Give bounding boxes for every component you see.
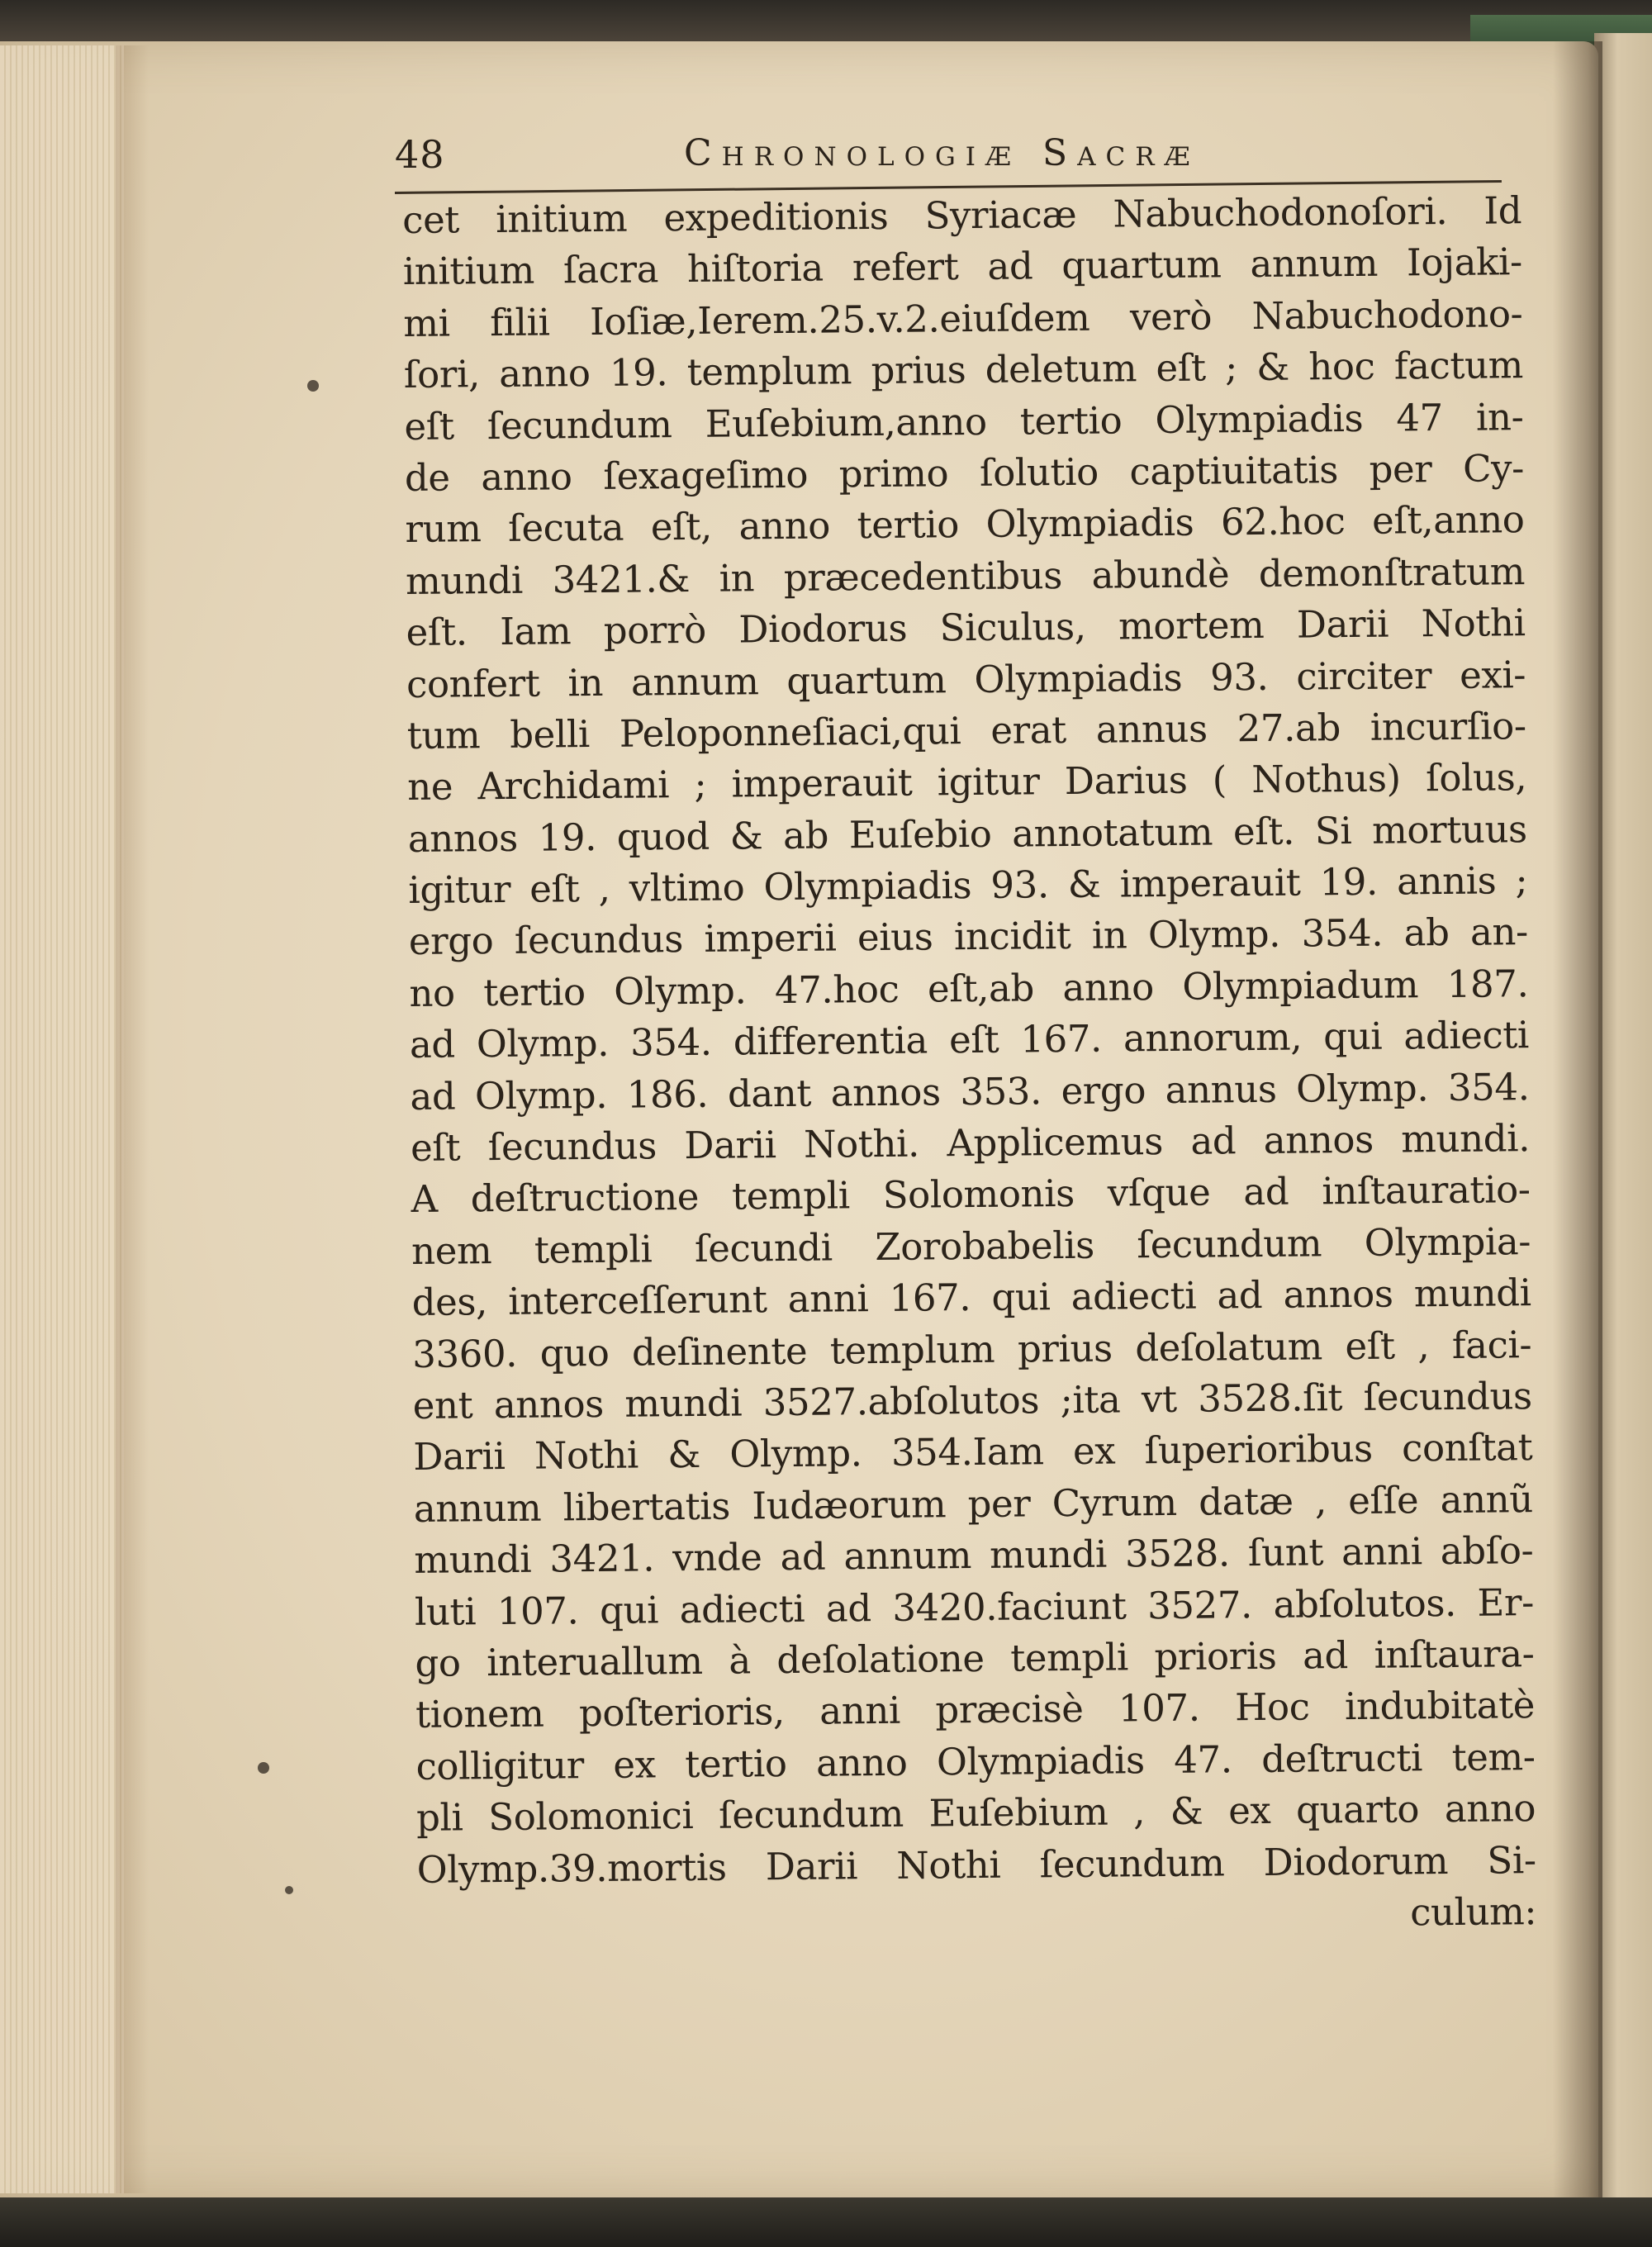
text-line: eſt ſecundus Darii Nothi. Applicemus ad annos mundi.: [410, 1116, 1531, 1170]
text-line-catchword: culum:: [1409, 1888, 1537, 1935]
book-cover-bottom: [0, 2197, 1652, 2247]
text-line: 3360. quo deſinente templum prius deſolatum eſt , faci-: [412, 1322, 1532, 1376]
text-line: nem templi ſecundi Zorobabelis ſecundum Olympia-: [411, 1219, 1531, 1273]
text-line: luti 107. qui adiecti ad 3420.faciunt 3527. abſolutos. Er-: [414, 1580, 1535, 1634]
text-line: eſt. Iam porrò Diodorus Siculus, mortem Darii Nothi: [406, 601, 1526, 655]
text-line: rum ſecuta eſt, anno tertio Olympiadis 62.hoc eſt,anno: [405, 497, 1525, 552]
text-line: mundi 3421. vnde ad annum mundi 3528. ſunt anni abſo-: [414, 1528, 1534, 1583]
text-line: colligitur ex tertio anno Olympiadis 47. deſtructi tem-: [415, 1734, 1536, 1789]
gutter-shadow: [1553, 41, 1602, 2197]
text-line: pli Solomonici ſecundum Euſebium , & ex quarto anno: [415, 1786, 1536, 1841]
text-line: eſt ſecundum Euſebium,anno tertio Olympiadis 47 in-: [404, 394, 1524, 449]
text-line: ent annos mundi 3527.abſolutos ;ita vt 3528.ſit ſecundus: [412, 1374, 1532, 1428]
margin-dot: [258, 1762, 269, 1774]
text-line: tum belli Peloponneſiaci,qui erat annus 27.ab incurſio-: [406, 704, 1526, 758]
page-edges-shadow: [116, 45, 149, 2193]
text-line: annos 19. quod & ab Euſebio annotatum eſt. Si mortuus: [407, 806, 1527, 861]
running-title: Chronologiæ Sacræ: [684, 132, 1200, 174]
text-line: Olymp.39.mortis Darii Nothi ſecundum Diodorum Si-: [416, 1837, 1536, 1892]
text-line: ergo ſecundus imperii eius incidit in Olymp. 354. ab an-: [408, 910, 1529, 964]
facing-page-edge: [1594, 33, 1652, 2197]
text-line: ne Archidami ; imperauit igitur Darius ( Nothus) ſolus,: [407, 755, 1527, 810]
margin-dot: [307, 380, 319, 392]
text-line: ad Olymp. 186. dant annos 353. ergo annus Olymp. 354.: [410, 1064, 1530, 1119]
text-line: ad Olymp. 354. differentia eſt 167. annorum, qui adiecti: [409, 1013, 1530, 1067]
text-line: confert in annum quartum Olympiadis 93. circiter exi-: [406, 652, 1526, 706]
text-line: A deſtructione templi Solomonis vſque ad inſtauratio-: [411, 1167, 1531, 1222]
text-line: mundi 3421.& in præcedentibus abundè demonſtratum: [405, 549, 1526, 603]
text-line: mi filii Ioſiæ,Ierem.25.v.2.eiuſdem verò Nabuchodono-: [403, 291, 1523, 345]
body-text: [402, 185, 1536, 1947]
page-edges-stack: [0, 45, 124, 2193]
text-line: de anno ſexageſimo primo ſolutio captiuitatis per Cy-: [404, 446, 1525, 500]
text-line: igitur eſt , vltimo Olympiadis 93. & imperauit 19. annis ;: [408, 858, 1528, 913]
text-line: Darii Nothi & Olymp. 354.Iam ex ſuperioribus conſtat: [413, 1425, 1533, 1480]
text-line: tionem poſterioris, anni præcisè 107. Hoc indubitatè: [415, 1683, 1536, 1737]
text-line: no tertio Olymp. 47.hoc eſt,ab anno Olympiadum 187.: [409, 961, 1529, 1015]
text-line: des, interceſſerunt anni 167. qui adiecti ad annos mundi: [411, 1271, 1531, 1325]
text-line: initium ſacra hiſtoria refert ad quartum annum Iojaki-: [402, 240, 1522, 294]
text-line: go interuallum à deſolatione templi prioris ad inſtaura-: [415, 1632, 1535, 1685]
margin-dot: [285, 1886, 293, 1894]
text-line: ſori, anno 19. templum prius deletum eſt ; & hoc factum: [403, 343, 1524, 397]
text-line: annum libertatis Iudæorum per Cyrum datæ , eſſe annũ: [413, 1476, 1534, 1531]
page-number: 48: [395, 132, 445, 177]
text-line: cet initium expeditionis Syriacæ Nabuchodonoſori. Id: [402, 188, 1522, 242]
